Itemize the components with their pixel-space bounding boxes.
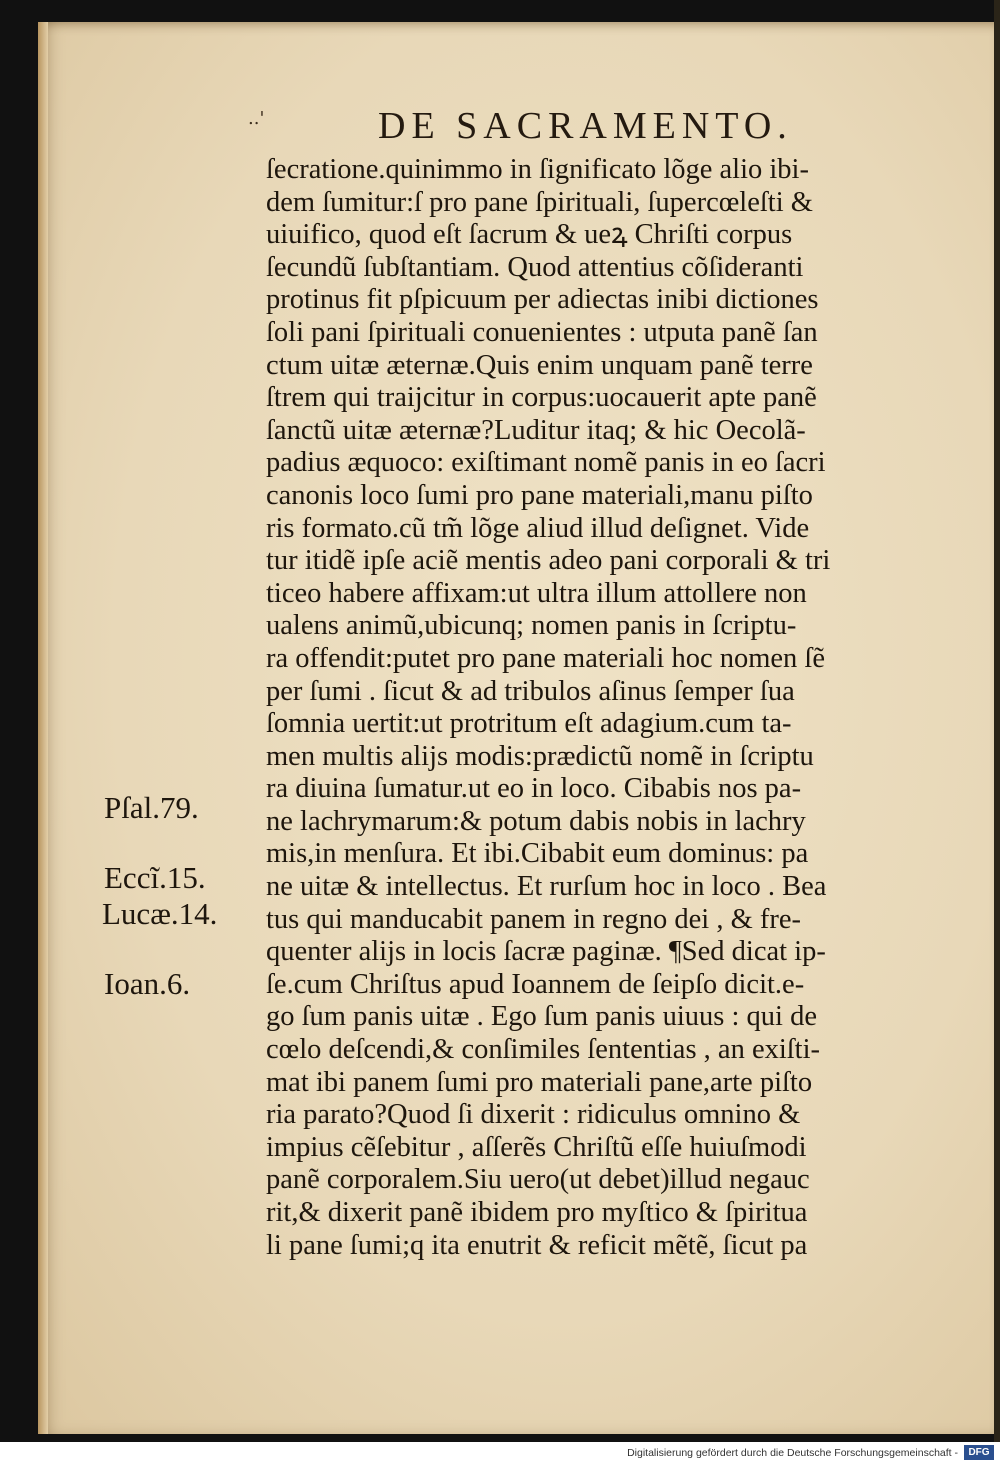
running-title: DE SACRAMENTO. [378,105,793,147]
text-line: go ſum panis uitæ . Ego ſum panis uiuus : qui de [266,1001,817,1033]
text-line: quenter alijs in locis ſacræ paginæ. ¶Sed dicat ip- [266,936,826,968]
text-line: ne lachrymarum:& potum dabis nobis in lachry [266,805,806,837]
text-line: ne uitæ & intellectus. Et rurſum hoc in loco . Bea [266,871,827,903]
text-line: ſomnia uertit:ut protritum eſt adagium.cum ta- [266,708,792,740]
text-line: ſecundũ ſubſtantiam. Quod attentius cõſideranti [266,251,804,283]
text-line: panẽ corporalem.Siu uero(ut debet)illud negauc [266,1164,810,1196]
text-line: ſanctũ uitæ æternæ?Luditur itaq; & hic Oecolã- [266,414,806,446]
margin-note: Pſal.79. [104,790,199,825]
text-line: protinus fit pſpicuum per adiectas inibi dictiones [266,284,819,316]
text-line: ris formato.cũ tm̃ lõge aliud illud deſignet. Vide [266,512,810,544]
margin-note: Eccĩ.15. [104,860,206,895]
text-line: impius cẽſebitur , aſſerẽs Chriſtũ eſſe huiuſmodi [266,1131,807,1163]
text-line: ſe.cum Chriſtus apud Ioannem de ſeipſo dicit.e- [266,968,805,1000]
text-line: mat ibi panem ſumi pro materiali pane,arte piſto [266,1066,813,1098]
text-line: li pane ſumi;q ita enutrit & reficit mẽtẽ, ſicut pa [266,1229,808,1261]
text-line: canonis loco ſumi pro pane materiali,manu piſto [266,479,813,511]
text-line: ctum uitæ æternæ.Quis enim unquam panẽ terre [266,349,813,381]
text-line: uiuifico, quod eſt ſacrum & ueꝝ Chriſti corpus [266,219,793,251]
text-line: ſecratione.quinimmo in ſignificato lõge alio ibi- [266,154,809,185]
footer-credit: Digitalisierung gefördert durch die Deutsche Forschungsgemeinschaft - [627,1447,958,1459]
text-line: tus qui manducabit panem in regno dei , & fre- [266,903,802,935]
text-line: ticeo habere affixam:ut ultra illum attollere non [266,577,807,609]
text-line: rit,& dixerit panẽ ibidem pro myſtico & ſpiritua [266,1197,808,1228]
dfg-logo: DFG [964,1445,994,1460]
text-line: tur itidẽ ipſe aciẽ mentis adeo pani corporali & tri [266,545,831,577]
text-line: cœlo deſcendi,& conſimiles ſententias , an exiſti- [266,1034,821,1066]
text-line: ualens animũ,ubicunq; nomen panis in ſcriptu- [266,610,797,642]
text-line: ra offendit:putet pro pane materiali hoc nomen ſẽ [266,642,825,674]
text-line: dem ſumitur:ſ pro pane ſpirituali, ſupercœleſti & [266,186,813,218]
margin-note: Lucæ.14. [102,896,218,931]
text-line: ſoli pani ſpirituali conuenientes : utputa panẽ ſan [266,316,818,348]
text-line: per ſumi . ſicut & ad tribulos aſinus ſemper ſua [266,675,795,707]
body-text [266,154,946,1262]
text-line: ſtrem qui traijcitur in corpus:uocauerit apte panẽ [266,382,817,414]
text-line: ra diuina ſumatur.ut eo in loco. Cibabis nos pa- [266,773,802,805]
page-gutter [38,22,48,1434]
text-line: ria parato?Quod ſi dixerit : ridiculus omnino & [266,1099,801,1131]
margin-note: Ioan.6. [104,966,191,1001]
page-edge [994,0,1000,1442]
text-line: men multis alijs modis:prædictũ nomẽ in ſcriptu [266,740,814,772]
footer-bar [0,1442,1000,1464]
page-mark: ..' [248,108,265,129]
text-line: padius æquoco: exiſtimant nomẽ panis in eo ſacri [266,447,826,479]
text-line: mis,in menſura. Et ibi.Cibabit eum dominus: pa [266,838,809,870]
